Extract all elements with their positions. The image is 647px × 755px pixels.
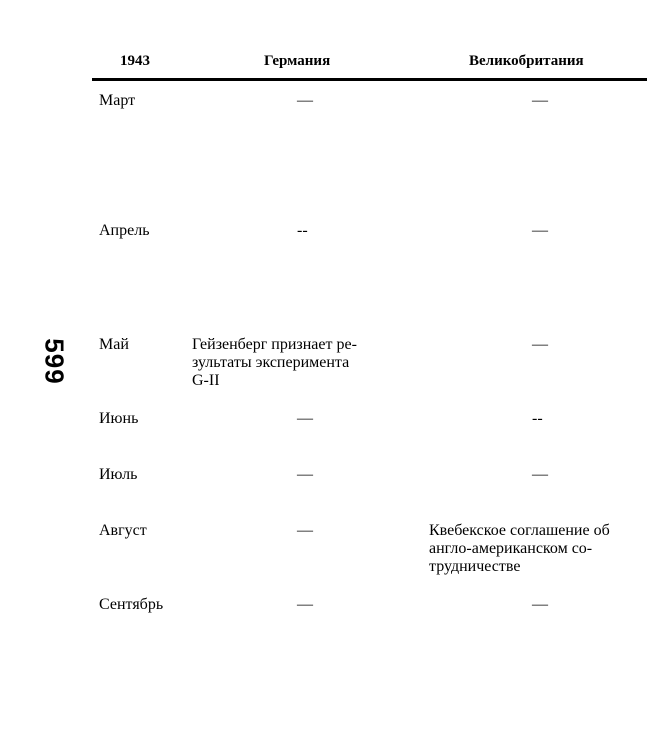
germany-cell: — bbox=[297, 596, 313, 613]
month-cell: Август bbox=[99, 522, 147, 539]
germany-cell: Гейзенберг признает ре- зультаты эксперимента G-II bbox=[192, 336, 357, 389]
chronology-table bbox=[92, 50, 647, 613]
page-number-text: 599 bbox=[39, 337, 70, 385]
britain-cell: — bbox=[532, 466, 548, 483]
germany-cell: — bbox=[297, 410, 313, 427]
page-number bbox=[38, 336, 70, 386]
month-cell: Май bbox=[99, 336, 129, 353]
header-britain: Великобритания bbox=[469, 53, 584, 69]
britain-cell: — bbox=[532, 222, 548, 239]
germany-cell: — bbox=[297, 466, 313, 483]
britain-cell: Квебекское соглашение об англо-американском со- трудничестве bbox=[429, 522, 610, 575]
germany-cell: — bbox=[297, 522, 313, 539]
month-cell: Март bbox=[99, 92, 136, 109]
month-cell: Сентябрь bbox=[99, 596, 164, 613]
month-cell: Июль bbox=[99, 466, 138, 483]
germany-cell: -- bbox=[297, 222, 308, 239]
germany-cell: — bbox=[297, 92, 313, 109]
header-germany: Германия bbox=[264, 53, 331, 69]
britain-cell: — bbox=[532, 336, 548, 353]
britain-cell: — bbox=[532, 92, 548, 109]
table-header bbox=[92, 50, 647, 81]
month-cell: Апрель bbox=[99, 222, 150, 239]
header-year: 1943 bbox=[120, 53, 150, 69]
month-cell: Июнь bbox=[99, 410, 139, 427]
britain-cell: — bbox=[532, 596, 548, 613]
britain-cell: -- bbox=[532, 410, 543, 427]
